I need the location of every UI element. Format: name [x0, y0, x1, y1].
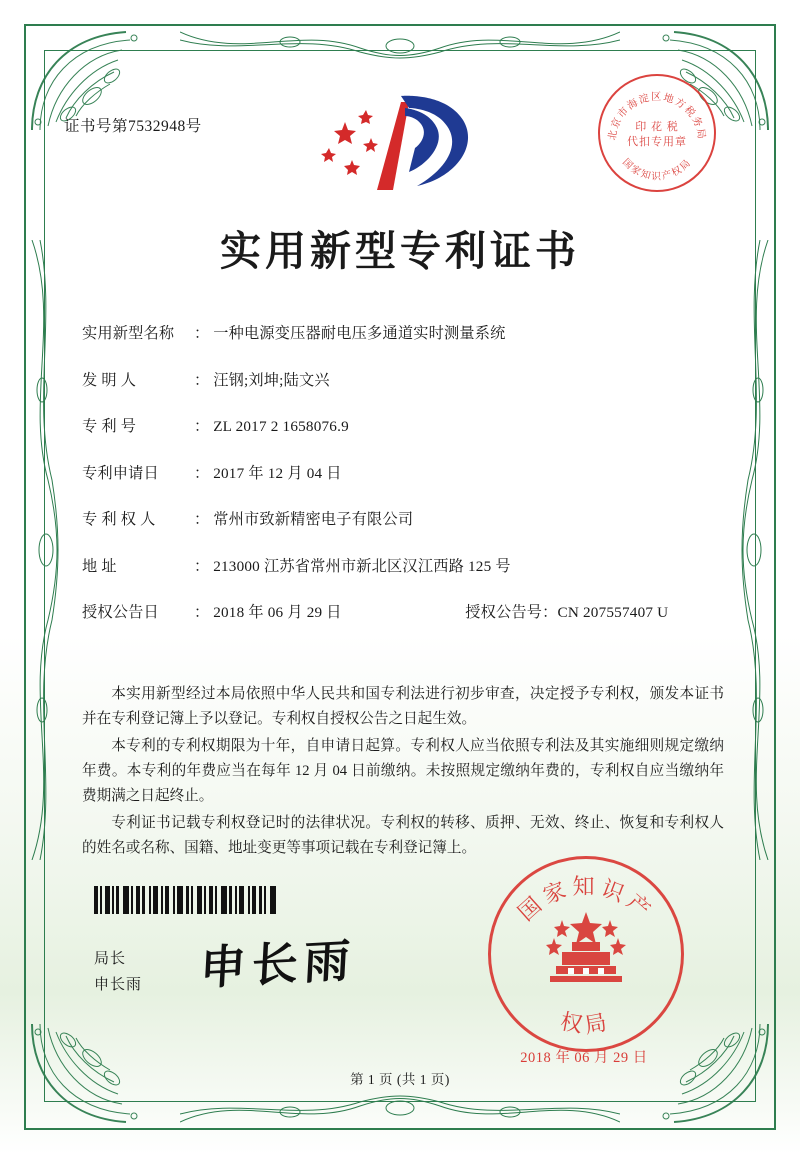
handwritten-signature: 申长雨 — [198, 934, 358, 995]
field-colon: ： — [194, 325, 210, 342]
legal-text-block — [82, 682, 724, 863]
field-label-announcement-number: 授权公告号： — [465, 604, 558, 621]
edge-ornament-icon — [740, 240, 774, 860]
cnipa-logo-icon — [305, 86, 495, 198]
field-label: 专 利 号 — [82, 418, 137, 435]
page-title: 实用新型专利证书 — [220, 228, 580, 274]
svg-text:权局: 权局 — [558, 1008, 614, 1039]
certificate-content — [60, 66, 740, 1094]
field-row — [82, 369, 730, 390]
field-value-patentee: 常州市致新精密电子有限公司 — [213, 511, 414, 528]
legal-paragraph: 本专利的专利权期限为十年，自申请日起算。专利权人应当依照专利法及其实施细则规定缴纳年费。本专利的年费应当在每年 12 月 04 日前缴纳。未按照规定缴纳年费的，专利权自应当缴纳年费期满之日起终止。 — [82, 738, 724, 804]
field-label: 专 利 权 人 — [82, 511, 156, 528]
svg-text:北京市海淀区地方税务局: 北京市海淀区地方税务局 — [607, 92, 707, 142]
legal-paragraph: 本实用新型经过本局依照中华人民共和国专利法进行初步审查，决定授予专利权，颁发本证书并在专利登记簿上予以登记。专利权自授权公告之日起生效。 — [82, 686, 724, 727]
field-row-grant-announcement — [82, 601, 730, 622]
field-row — [82, 508, 730, 529]
page-footer: 第 1 页 (共 1 页) — [350, 1072, 450, 1087]
field-colon: ： — [194, 371, 210, 389]
field-value-grant-date: 2018 年 06 月 29 日 — [213, 604, 342, 621]
field-label: 专利申请日 — [82, 464, 159, 482]
field-label: 发 明 人 — [82, 371, 137, 389]
field-value-address: 213000 江苏省常州市新北区汉江西路 125 号 — [213, 557, 511, 575]
svg-text:国家知识产: 国家知识产 — [513, 874, 659, 926]
field-list — [82, 322, 730, 648]
edge-ornament-icon — [180, 26, 620, 60]
national-ip-administration-seal — [488, 856, 684, 1052]
signature-block — [94, 946, 142, 998]
seal-date: 2018 年 06 月 29 日 — [520, 1050, 648, 1066]
field-value-application-date: 2017 年 12 月 04 日 — [213, 464, 342, 482]
tax-seal-center-text: 印 花 税 代扣专用章 — [627, 121, 687, 148]
field-colon: ： — [194, 604, 210, 621]
field-colon: ： — [194, 557, 210, 575]
director-name: 申长雨 — [94, 977, 143, 993]
certificate-number: 证书号第7532948号 — [64, 118, 202, 135]
legal-paragraph: 专利证书记载专利权登记时的法律状况。专利权的转移、质押、无效、终止、恢复和专利权人的姓名或名称、国籍、地址变更等事项记载在专利登记簿上。 — [82, 815, 724, 856]
barcode — [94, 886, 304, 914]
field-value-utility-model-name: 一种电源变压器耐电压多通道实时测量系统 — [213, 325, 506, 342]
field-value-patent-number: ZL 2017 2 1658076.9 — [213, 418, 349, 435]
field-label: 授权公告日 — [82, 604, 159, 621]
field-value-inventors: 汪钢;刘坤;陆文兴 — [213, 371, 330, 389]
edge-ornament-icon — [26, 240, 60, 860]
field-row — [82, 415, 730, 436]
svg-text:国家知识产权局: 国家知识产权局 — [620, 156, 694, 183]
seal-graphic-icon — [488, 856, 684, 1052]
field-colon: ： — [194, 418, 210, 435]
field-row — [82, 555, 730, 576]
field-label: 实用新型名称 — [82, 325, 175, 342]
field-colon: ： — [194, 464, 210, 482]
field-label: 地 址 — [82, 557, 117, 575]
field-value-announcement-number: CN 207557407 U — [557, 604, 669, 621]
field-row — [82, 322, 730, 343]
edge-ornament-icon — [180, 1094, 620, 1128]
tax-office-seal — [598, 74, 716, 192]
director-title: 局长 — [94, 951, 127, 967]
field-row — [82, 462, 730, 483]
field-colon: ： — [194, 511, 210, 528]
